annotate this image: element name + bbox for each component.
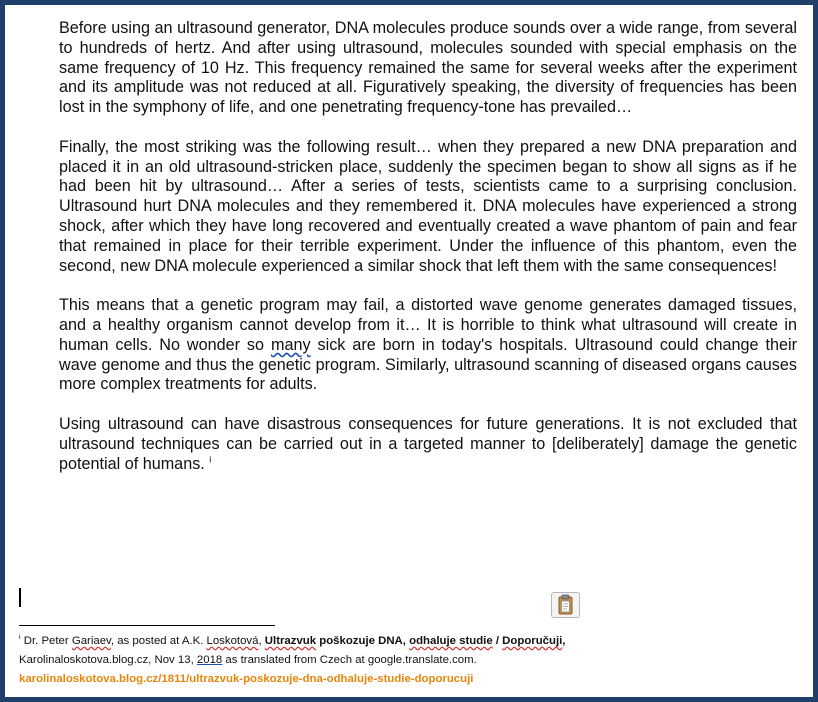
text-cursor [19, 588, 21, 607]
footnote-reference[interactable]: i [209, 454, 212, 465]
spell-flagged-word[interactable]: Loskotová [206, 635, 259, 647]
footnote-marker: i [19, 634, 21, 642]
spell-flagged-word[interactable]: Gariaev [71, 635, 111, 647]
footnote-title: / [492, 635, 503, 647]
spell-flagged-word[interactable]: odhaluje studie [409, 635, 493, 647]
grammar-flagged-word[interactable]: 2018 [196, 654, 223, 666]
document-body[interactable] [59, 19, 797, 494]
footnote-title: poškozuje DNA, [316, 635, 410, 647]
footnote-text: Dr. Peter [20, 635, 72, 647]
footnote-title: , [562, 635, 566, 647]
paragraph-3-end: sick are born in today's hospitals. Ultrasound could change their wave genome and thus the genetic program. Similarly, ultrasound scanning of diseased organs causes more complex treatments for adults. [59, 335, 797, 394]
paragraph-2: Finally, the most striking was the following result… when they prepared a new DNA preparation and placed it in an old ultrasound-stricken place, suddenly the specimen began to show all signs as if he had been hit by ultrasound… After a series of tests, scientists came to a surprising conclusion. Ultrasound hurt DNA molecules and they remembered it. DNA molecules have experienced a strong shock, after which they have long recovered and eventually created a wave phantom of pain and fear that remained in place for their terrible experiment. Under the influence of this phantom, even the second, new DNA molecule experienced a similar shock that left them with the same consequences! [59, 137, 797, 275]
paragraph-3 [59, 296, 797, 395]
footnote [19, 632, 799, 689]
footnote-text: , [258, 635, 265, 647]
spell-flagged-word[interactable]: Ultrazvuk [264, 635, 317, 647]
footnote-separator [19, 625, 275, 626]
footnote-line-2 [19, 651, 799, 670]
footnote-text: , as posted at A.K. [110, 635, 207, 647]
footnote-url-link[interactable]: karolinaloskotova.blog.cz/1811/ultrazvuk-poskozuje-dna-odhaluje-studie-doporucuji [19, 673, 474, 685]
paragraph-4-text: Using ultrasound can have disastrous consequences for future generations. It is not excluded that ultrasound techniques can be carried out in a targeted manner to [deliberately] damage the genetic potential of humans. [59, 414, 797, 473]
paste-clipboard-icon [552, 593, 579, 617]
footnote-line-1 [19, 632, 799, 651]
footnote-text: Karolinaloskotova.blog.cz, Nov 13, [19, 654, 197, 666]
spell-flagged-word[interactable]: Doporučuji [502, 635, 563, 647]
paragraph-1: Before using an ultrasound generator, DNA molecules produce sounds over a wide range, from several to hundreds of hertz. And after using ultrasound, molecules sounded with special emphasis on the same frequency of 10 Hz. This frequency remained the same for several weeks after the experiment and its amplitude was not reduced at all. Figuratively speaking, the diversity of frequencies has been lost in the symphony of life, and one penetrating frequency-tone has prevailed… [59, 19, 797, 117]
document-page[interactable] [5, 5, 813, 697]
footnote-line-3 [19, 670, 799, 689]
grammar-flagged-word[interactable]: many [270, 335, 311, 354]
paste-options-button[interactable] [551, 592, 580, 618]
paragraph-4 [59, 415, 797, 474]
footnote-text: as translated from Czech at google.translate.com. [222, 654, 477, 666]
paragraph-3-start: This means that a genetic program may fail, a distorted wave genome generates damaged tissues, and a healthy organism cannot develop from it… It is horrible to think what ultrasound will create in human cells. No wonder so [59, 296, 797, 354]
